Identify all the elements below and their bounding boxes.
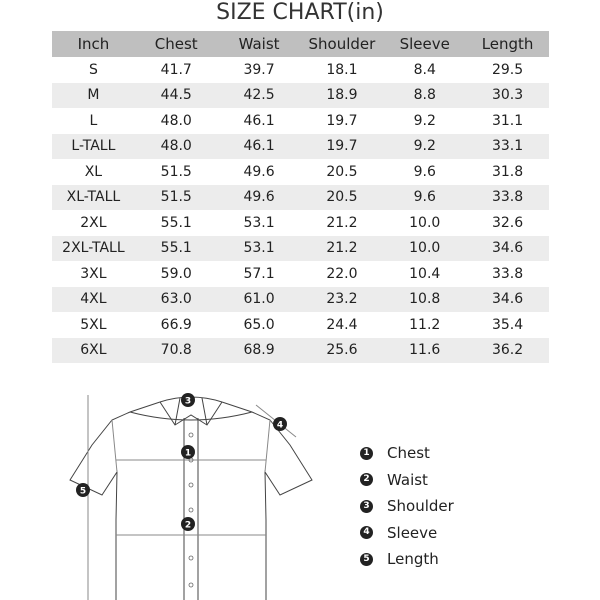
table-row bbox=[52, 287, 549, 313]
number-2-icon: 2 bbox=[360, 473, 373, 486]
marker-length bbox=[76, 483, 90, 497]
measurement-cell: 25.6 bbox=[300, 338, 383, 364]
number-3-icon: 3 bbox=[360, 500, 373, 513]
measurement-cell: 46.1 bbox=[218, 108, 301, 134]
measurement-cell: 35.4 bbox=[466, 312, 549, 338]
measurement-cell: 8.8 bbox=[383, 83, 466, 109]
table-row bbox=[52, 83, 549, 109]
svg-text:5: 5 bbox=[79, 486, 87, 497]
measurement-cell: 9.6 bbox=[383, 185, 466, 211]
size-label-cell: 2XL bbox=[52, 210, 135, 236]
measurement-cell: 33.8 bbox=[466, 261, 549, 287]
measurement-cell: 53.1 bbox=[218, 210, 301, 236]
page-title: SIZE CHART(in) bbox=[216, 0, 384, 25]
legend-label: Waist bbox=[387, 470, 428, 489]
shirt-diagram bbox=[60, 380, 320, 600]
legend-item-chest bbox=[360, 440, 560, 467]
size-label-cell: L-TALL bbox=[52, 134, 135, 160]
table-header-row bbox=[52, 31, 549, 57]
shirt-outline bbox=[70, 402, 312, 600]
measurement-cell: 32.6 bbox=[466, 210, 549, 236]
marker-sleeve bbox=[273, 417, 287, 431]
size-label-cell: XL-TALL bbox=[52, 185, 135, 211]
measurement-cell: 63.0 bbox=[135, 287, 218, 313]
column-header: Inch bbox=[52, 31, 135, 57]
legend-item-waist bbox=[360, 467, 560, 494]
measurement-cell: 31.1 bbox=[466, 108, 549, 134]
size-label-cell: S bbox=[52, 57, 135, 83]
measurement-cell: 49.6 bbox=[218, 185, 301, 211]
legend-label: Shoulder bbox=[387, 497, 454, 516]
measurement-cell: 33.8 bbox=[466, 185, 549, 211]
number-4-icon: 4 bbox=[360, 526, 373, 539]
measurement-cell: 30.3 bbox=[466, 83, 549, 109]
marker-shoulder bbox=[181, 393, 195, 407]
size-label-cell: M bbox=[52, 83, 135, 109]
measurement-cell: 11.6 bbox=[383, 338, 466, 364]
measurement-cell: 10.0 bbox=[383, 236, 466, 262]
measurement-cell: 19.7 bbox=[300, 134, 383, 160]
measurement-cell: 22.0 bbox=[300, 261, 383, 287]
measurement-cell: 49.6 bbox=[218, 159, 301, 185]
measurement-cell: 33.1 bbox=[466, 134, 549, 160]
measurement-cell: 61.0 bbox=[218, 287, 301, 313]
size-label-cell: 3XL bbox=[52, 261, 135, 287]
measurement-cell: 48.0 bbox=[135, 108, 218, 134]
sleeve-seam-right bbox=[265, 420, 270, 472]
measurement-cell: 66.9 bbox=[135, 312, 218, 338]
legend-label: Chest bbox=[387, 444, 430, 463]
measurement-cell: 41.7 bbox=[135, 57, 218, 83]
measurement-cell: 34.6 bbox=[466, 287, 549, 313]
measurement-cell: 10.4 bbox=[383, 261, 466, 287]
measurement-cell: 31.8 bbox=[466, 159, 549, 185]
column-header: Sleeve bbox=[383, 31, 466, 57]
table-row bbox=[52, 312, 549, 338]
legend-label: Sleeve bbox=[387, 523, 438, 542]
size-label-cell: 4XL bbox=[52, 287, 135, 313]
measurement-cell: 36.2 bbox=[466, 338, 549, 364]
marker-chest bbox=[181, 445, 195, 459]
table-row bbox=[52, 210, 549, 236]
measurement-cell: 10.8 bbox=[383, 287, 466, 313]
measurement-cell: 65.0 bbox=[218, 312, 301, 338]
measurement-cell: 34.6 bbox=[466, 236, 549, 262]
measurement-cell: 21.2 bbox=[300, 210, 383, 236]
measurement-cell: 51.5 bbox=[135, 185, 218, 211]
table-body bbox=[52, 57, 549, 363]
measurement-cell: 18.9 bbox=[300, 83, 383, 109]
measurement-cell: 23.2 bbox=[300, 287, 383, 313]
number-5-icon: 5 bbox=[360, 553, 373, 566]
measurement-cell: 42.5 bbox=[218, 83, 301, 109]
measurement-cell: 55.1 bbox=[135, 236, 218, 262]
measurement-cell: 55.1 bbox=[135, 210, 218, 236]
measurement-cell: 20.5 bbox=[300, 185, 383, 211]
size-label-cell: L bbox=[52, 108, 135, 134]
measurement-legend bbox=[360, 440, 560, 573]
size-label-cell: 5XL bbox=[52, 312, 135, 338]
measurement-cell: 51.5 bbox=[135, 159, 218, 185]
measurement-cell: 11.2 bbox=[383, 312, 466, 338]
size-chart-table bbox=[52, 31, 549, 363]
svg-text:2: 2 bbox=[184, 520, 192, 531]
number-1-icon: 1 bbox=[360, 447, 373, 460]
measurement-cell: 8.4 bbox=[383, 57, 466, 83]
column-header: Waist bbox=[218, 31, 301, 57]
svg-text:4: 4 bbox=[276, 420, 284, 431]
measurement-cell: 20.5 bbox=[300, 159, 383, 185]
marker-waist bbox=[181, 517, 195, 531]
table-row bbox=[52, 185, 549, 211]
measurement-cell: 9.6 bbox=[383, 159, 466, 185]
measurement-cell: 70.8 bbox=[135, 338, 218, 364]
measurement-cell: 57.1 bbox=[218, 261, 301, 287]
svg-text:1: 1 bbox=[184, 448, 192, 459]
measurement-cell: 39.7 bbox=[218, 57, 301, 83]
measurement-cell: 29.5 bbox=[466, 57, 549, 83]
column-header: Length bbox=[466, 31, 549, 57]
measurement-cell: 48.0 bbox=[135, 134, 218, 160]
legend-item-length bbox=[360, 546, 560, 573]
table-row bbox=[52, 338, 549, 364]
table-row bbox=[52, 236, 549, 262]
measurement-cell: 10.0 bbox=[383, 210, 466, 236]
legend-item-shoulder bbox=[360, 493, 560, 520]
table-row bbox=[52, 108, 549, 134]
legend-label: Length bbox=[387, 550, 439, 569]
measurement-cell: 24.4 bbox=[300, 312, 383, 338]
shoulder-seam bbox=[130, 412, 252, 420]
measurement-cell: 18.1 bbox=[300, 57, 383, 83]
table-row bbox=[52, 159, 549, 185]
column-header: Shoulder bbox=[300, 31, 383, 57]
measurement-cell: 53.1 bbox=[218, 236, 301, 262]
table-row bbox=[52, 134, 549, 160]
measurement-cell: 59.0 bbox=[135, 261, 218, 287]
measurement-cell: 9.2 bbox=[383, 108, 466, 134]
size-label-cell: XL bbox=[52, 159, 135, 185]
table-row bbox=[52, 57, 549, 83]
measurement-cell: 9.2 bbox=[383, 134, 466, 160]
size-label-cell: 6XL bbox=[52, 338, 135, 364]
measurement-cell: 19.7 bbox=[300, 108, 383, 134]
size-label-cell: 2XL-TALL bbox=[52, 236, 135, 262]
measurement-cell: 68.9 bbox=[218, 338, 301, 364]
measurement-cell: 44.5 bbox=[135, 83, 218, 109]
measurement-cell: 21.2 bbox=[300, 236, 383, 262]
measurement-cell: 46.1 bbox=[218, 134, 301, 160]
legend-item-sleeve bbox=[360, 520, 560, 547]
svg-text:3: 3 bbox=[184, 396, 192, 407]
table-row bbox=[52, 261, 549, 287]
column-header: Chest bbox=[135, 31, 218, 57]
sleeve-seam-left bbox=[112, 420, 117, 472]
